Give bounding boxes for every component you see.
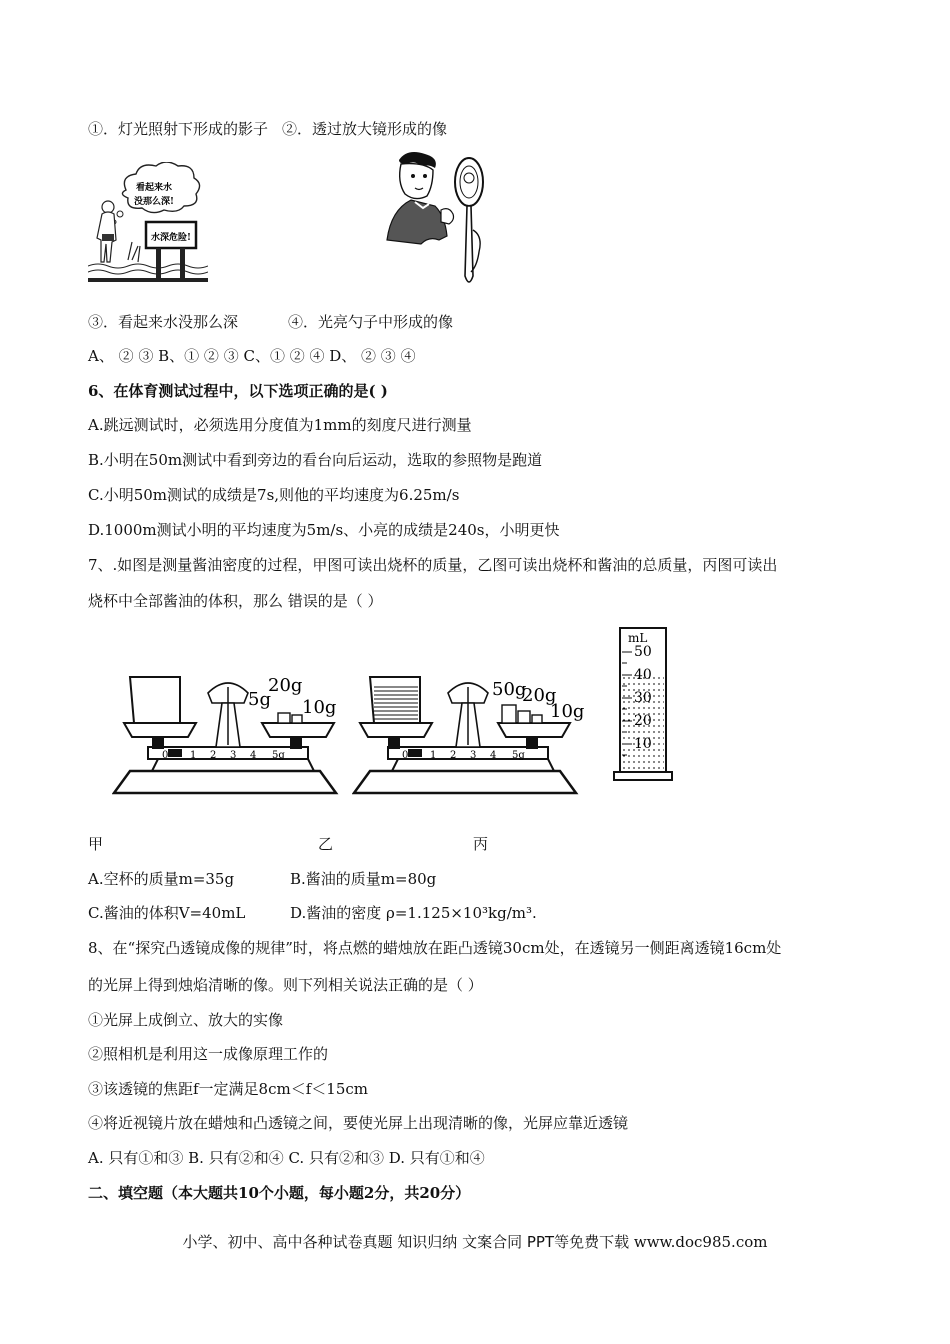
q5-items-row-1 [88,119,447,139]
q7-stem-line-1: 7、.如图是测量酱油密度的过程，甲图可读出烧杯的质量，乙图可读出烧杯和酱油的总质量，丙图可读出 [88,556,778,574]
q5-item-4: ④．光亮勺子中形成的像 [288,313,454,331]
cylinder-mark-10: 10 [634,736,652,752]
q8-stem-line-2: 的光屏上得到烛焰清晰的像。则下列相关说法正确的是（ ） [88,976,483,994]
q5-item-3: ③．看起来水没那么深 [88,313,239,331]
yi-scale-1: 1 [430,750,437,761]
yi-weight-20g: 20g [522,685,557,706]
cylinder-unit: mL [628,631,648,645]
q7-option-d: D.酱油的密度 ρ=1.125×10³kg/m³. [290,904,537,922]
q5-item-2: ②．透过放大镜形成的像 [282,120,448,138]
label-jia: 甲 [88,835,104,853]
label-bing: 丙 [473,835,489,853]
jia-scale-0: 0 [162,750,169,761]
q8-statement-1: ①光屏上成倒立、放大的实像 [88,1011,284,1029]
footer-text: 小学、初中、高中各种试卷真题 知识归纳 文案合同 PPT等免费下载 [182,1233,630,1251]
q8-statement-3: ③该透镜的焦距f一定满足8cm＜f＜15cm [88,1080,368,1098]
yi-scale-0: 0 [402,750,409,761]
section-2-heading: 二、填空题（本大题共10个小题，每小题2分，共20分） [88,1184,471,1202]
footer-url[interactable]: www.doc985.com [633,1233,768,1251]
cloud-text-2: 没那么深! [134,197,174,207]
yi-scale-2: 2 [450,750,457,761]
yi-weight-10g: 10g [550,701,585,722]
graduated-cylinder-image [612,626,676,782]
jia-weight-5g: 5g [248,689,271,710]
q8-statement-2: ②照相机是利用这一成像原理工作的 [88,1045,329,1063]
cylinder-mark-50: 50 [634,644,652,660]
q7-option-c: C.酱油的体积V=40mL [88,904,246,922]
jia-scale-5: 5g [272,750,285,761]
yi-scale-5: 5g [512,750,525,761]
q7-stem-line-2: 烧杯中全部酱油的体积，那么 错误的是（ ） [88,592,383,610]
q8-options: A. 只有①和③ B. 只有②和④ C. 只有②和③ D. 只有①和④ [88,1149,485,1167]
jia-scale-3: 3 [230,750,237,761]
q5-options: A、 ② ③ B、① ② ③ C、① ② ④ D、 ② ③ ④ [88,347,416,365]
jia-scale-1: 1 [190,750,197,761]
q6-option-b: B.小明在50m测试中看到旁边的看台向后运动，选取的参照物是跑道 [88,451,543,469]
q5-item-1: ①．灯光照射下形成的影子 [88,120,269,138]
jia-weight-20g: 20g [268,675,303,696]
yi-scale-4: 4 [490,750,497,761]
balance-jia-image [112,665,342,795]
yi-weight-50g: 50g [492,679,527,700]
q6-option-a: A.跳远测试时，必须选用分度值为1mm的刻度尺进行测量 [88,416,472,434]
q6-option-c: C.小明50m测试的成绩是7s,则他的平均速度为6.25m/s [88,486,460,504]
jia-scale-2: 2 [210,750,217,761]
q6-stem: 6、在体育测试过程中，以下选项正确的是( ) [88,382,388,400]
cylinder-mark-30: 30 [634,690,652,706]
q7-option-a: A.空杯的质量m=35g [88,870,235,888]
sign-text: 水深危险! [151,233,191,243]
boy-spoon-image [385,150,495,295]
cylinder-mark-20: 20 [634,713,652,729]
yi-scale-3: 3 [470,750,477,761]
label-yi: 乙 [318,835,334,853]
q8-statement-4: ④将近视镜片放在蜡烛和凸透镜之间，要使光屏上出现清晰的像，光屏应靠近透镜 [88,1114,629,1132]
swimmer-sign-image [88,162,208,284]
cloud-text-1: 看起来水 [136,183,173,193]
page-footer [0,1231,950,1252]
balance-yi-image [352,665,592,795]
jia-scale-4: 4 [250,750,257,761]
q6-option-d: D.1000m测试小明的平均速度为5m/s、小亮的成绩是240s，小明更快 [88,521,560,539]
cylinder-mark-40: 40 [634,667,652,683]
q8-stem-line-1: 8、在“探究凸透镜成像的规律”时，将点燃的蜡烛放在距凸透镜30cm处，在透镜另一侧距离透镜16cm处 [88,939,782,957]
jia-weight-10g: 10g [302,697,337,718]
q5-items-row-2 [88,312,453,332]
q7-option-b: B.酱油的质量m=80g [290,870,437,888]
